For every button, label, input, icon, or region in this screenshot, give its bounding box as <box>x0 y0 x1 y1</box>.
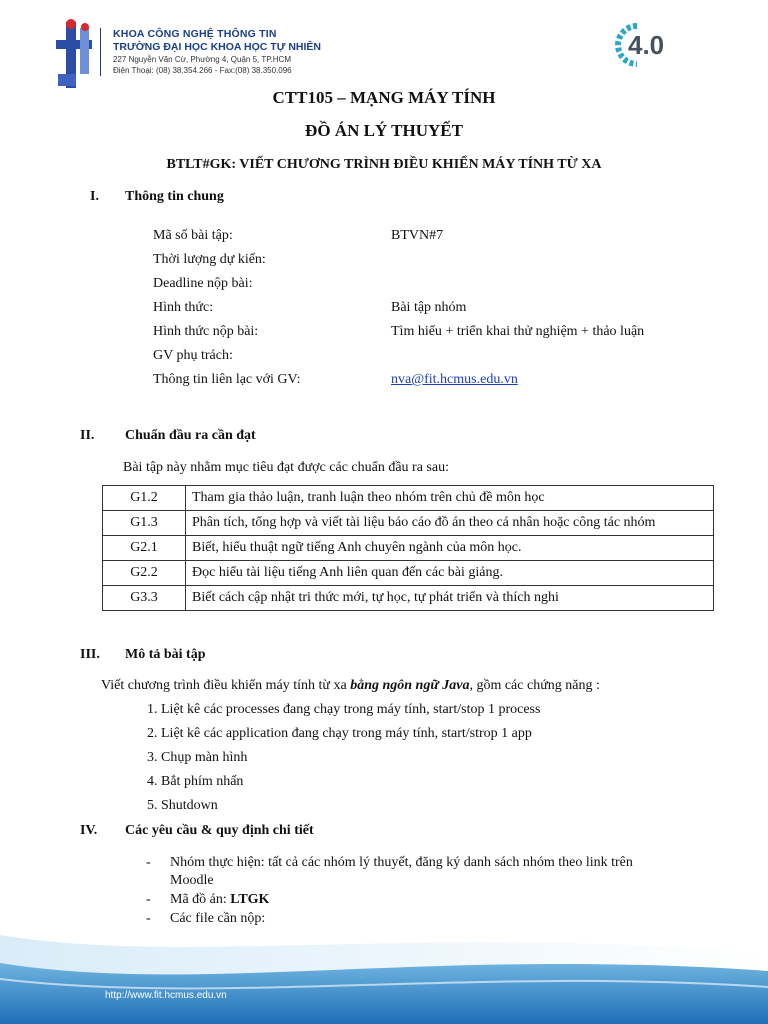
outcome-code: G2.2 <box>103 561 186 586</box>
institution-faculty: KHOA CÔNG NGHỆ THÔNG TIN <box>113 28 277 40</box>
outcome-code: G1.3 <box>103 511 186 536</box>
section-3-intro <box>101 678 600 694</box>
bullet-2-prefix: Mã đồ án: <box>170 892 231 907</box>
table-row <box>103 486 714 511</box>
section-2-title: Chuẩn đầu ra cần đạt <box>125 428 256 443</box>
info-label-contact: Thông tin liên lạc với GV: <box>153 372 301 387</box>
section-4-title: Các yêu cầu & quy định chi tiết <box>125 823 314 838</box>
outcome-code: G3.3 <box>103 586 186 611</box>
table-row <box>103 561 714 586</box>
list-item: 3. Chụp màn hình <box>147 750 248 765</box>
outcome-description: Biết, hiểu thuật ngữ tiếng Anh chuyên ngành của môn học. <box>186 536 714 561</box>
info-label-duration: Thời lượng dự kiến: <box>153 252 266 267</box>
outcome-code: G2.1 <box>103 536 186 561</box>
contact-email-link[interactable]: nva@fit.hcmus.edu.vn <box>391 372 518 387</box>
institution-block <box>113 28 321 75</box>
bullet-2-code: LTGK <box>230 892 270 907</box>
intro-text-before: Viết chương trình điều khiển máy tính từ xa <box>101 678 351 693</box>
fit-logo <box>52 18 96 92</box>
info-label-submission: Hình thức nộp bài: <box>153 324 259 339</box>
learning-outcomes-table <box>102 485 714 611</box>
header-divider <box>100 28 101 76</box>
outcome-description: Tham gia thảo luận, tranh luận theo nhóm trên chủ đề môn học <box>186 486 714 511</box>
list-item: 1. Liệt kê các processes đang chạy trong máy tính, start/stop 1 process <box>147 702 541 717</box>
course-title: CTT105 – MẠNG MÁY TÍNH <box>272 88 496 107</box>
outcome-code: G1.2 <box>103 486 186 511</box>
bullet-marker: - <box>146 911 151 926</box>
info-label-assignment-id: Mã số bài tập: <box>153 228 233 243</box>
institution-address: 227 Nguyễn Văn Cừ, Phường 4, Quận 5, TP.HCM <box>113 55 291 64</box>
bullet-marker: - <box>146 855 151 870</box>
outcome-description: Phân tích, tổng hợp và viết tài liệu báo cáo đồ án theo cá nhân hoặc công tác nhóm <box>186 511 714 536</box>
assignment-title: BTLT#GK: VIẾT CHƯƠNG TRÌNH ĐIỀU KHIỂN MÁY TÍNH TỪ XA <box>166 157 602 172</box>
info-value-assignment-id: BTVN#7 <box>391 228 444 243</box>
badge-text: 4.0 <box>628 30 665 60</box>
institution-university: TRƯỜNG ĐẠI HỌC KHOA HỌC TỰ NHIÊN <box>113 41 321 53</box>
intro-emphasis: bằng ngôn ngữ Java <box>350 678 470 693</box>
outcome-description: Biết cách cập nhật tri thức mới, tự học, tự phát triển và thích nghi <box>186 586 714 611</box>
bullet-2 <box>170 892 269 908</box>
info-label-format: Hình thức: <box>153 300 214 315</box>
footer-wave <box>0 915 768 1024</box>
table-row <box>103 511 714 536</box>
footer-url: http://www.fit.hcmus.edu.vn <box>105 990 227 1001</box>
bullet-marker: - <box>146 892 151 907</box>
section-3-title: Mô tả bài tập <box>125 647 206 662</box>
info-label-lecturer: GV phụ trách: <box>153 348 233 363</box>
section-2-number: II. <box>80 428 95 443</box>
intro-text-after: , gồm các chứng năng : <box>469 678 600 693</box>
table-row <box>103 586 714 611</box>
project-type: ĐỒ ÁN LÝ THUYẾT <box>305 121 463 140</box>
bullet-1-line1: Nhóm thực hiện: tất cả các nhóm lý thuyết, đăng ký danh sách nhóm theo link trên <box>170 855 633 870</box>
outcome-description: Đọc hiểu tài liệu tiếng Anh liên quan đến các bài giảng. <box>186 561 714 586</box>
info-value-format: Bài tập nhóm <box>391 300 467 315</box>
bullet-1-line2: Moodle <box>170 873 214 888</box>
bullet-3: Các file cần nộp: <box>170 911 266 926</box>
info-label-deadline: Deadline nộp bài: <box>153 276 253 291</box>
section-2-intro: Bài tập này nhằm mục tiêu đạt được các chuẩn đầu ra sau: <box>123 460 449 475</box>
list-item: 4. Bắt phím nhấn <box>147 774 244 789</box>
section-1-title: Thông tin chung <box>125 189 224 204</box>
section-4-number: IV. <box>80 823 98 838</box>
table-row <box>103 536 714 561</box>
section-1-number: I. <box>90 189 99 204</box>
badge-4-0-logo <box>612 20 692 70</box>
list-item: 2. Liệt kê các application đang chạy trong máy tính, start/strop 1 app <box>147 726 532 741</box>
institution-phone: Điện Thoại: (08) 38.354.266 - Fax:(08) 38.350.096 <box>113 66 292 75</box>
list-item: 5. Shutdown <box>147 798 218 813</box>
info-value-submission: Tìm hiểu + triển khai thử nghiệm + thảo luận <box>391 324 645 339</box>
section-3-number: III. <box>80 647 100 662</box>
